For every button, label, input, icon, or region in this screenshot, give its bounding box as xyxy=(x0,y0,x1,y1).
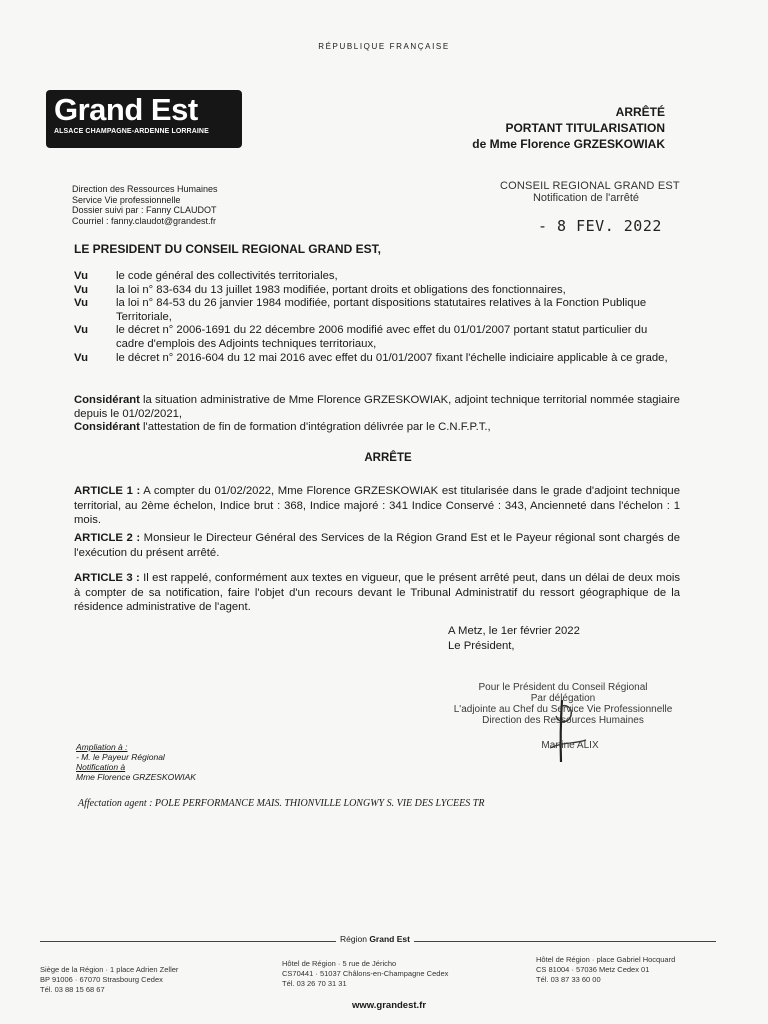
vu-list xyxy=(74,270,674,365)
vu-text: le code général des collectivités territoriales, xyxy=(116,270,338,282)
place-date-block xyxy=(448,624,580,653)
considerant-label: Considérant xyxy=(74,421,140,434)
vu-item xyxy=(74,352,674,366)
ampliation-heading: Ampliation à : xyxy=(76,742,128,752)
logo-subtitle: ALSACE CHAMPAGNE-ARDENNE LORRAINE xyxy=(54,128,209,135)
footer-strasbourg xyxy=(40,965,178,995)
vu-text: le décret n° 2016-604 du 12 mai 2016 avec effet du 01/01/2007 fixant l'échelle indiciaire applicable à ce grade, xyxy=(116,351,668,364)
title-line-1: ARRÊTÉ xyxy=(615,105,665,119)
signature-line-1: Pour le Président du Conseil Régional xyxy=(478,682,648,693)
grand-est-logo xyxy=(46,90,242,148)
vu-label: Vu xyxy=(74,270,89,282)
footer-phone: Tél. 03 26 70 31 31 xyxy=(282,979,347,988)
vu-label: Vu xyxy=(74,324,89,337)
article-label: ARTICLE 1 : xyxy=(74,485,141,497)
footer-address-line: Hôtel de Région · 5 rue de Jéricho xyxy=(282,959,397,968)
notification-stamp xyxy=(500,180,680,204)
considerant-text-1: la situation administrative de Mme Florence GRZESKOWIAK, adjoint technique territorial nommée stagiaire depuis le 01/02/2021, xyxy=(74,394,680,420)
article-1 xyxy=(74,484,680,528)
article-label: ARTICLE 3 : xyxy=(74,572,140,584)
considerant-2 xyxy=(74,421,680,435)
vu-label: Vu xyxy=(74,297,89,310)
vu-label: Vu xyxy=(74,351,89,364)
vu-item xyxy=(74,270,674,284)
vu-text: le décret n° 2006-1691 du 22 décembre 2006 modifié avec effet du 01/01/2007 portant statut particulier du cadre d'emplois des Adjoints techniques territoriaux, xyxy=(116,324,648,350)
stamp-line-1: CONSEIL REGIONAL GRAND EST xyxy=(500,180,680,192)
considerant-1 xyxy=(74,394,680,421)
arrete-heading: ARRÊTE xyxy=(364,452,412,464)
place-date: A Metz, le 1er février 2022 xyxy=(448,625,580,637)
title-line-3: de Mme Florence GRZESKOWIAK xyxy=(472,137,665,151)
article-text: A compter du 01/02/2022, Mme Florence GRZESKOWIAK est titularisée dans le grade d'adjoint technique territorial, au 2ème échelon, Indice brut : 368, Indice majoré : 341 Indice Conservé : 343, Ancienneté dans l'échelon : 1 mois. xyxy=(74,485,680,526)
logo-title: Grand Est xyxy=(54,92,198,127)
signature-line-4: Direction des Ressources Humaines xyxy=(482,715,644,726)
notification-heading: Notification à xyxy=(76,762,126,772)
ampliation-item: - M. le Payeur Régional xyxy=(76,752,165,762)
affectation-line: Affectation agent : POLE PERFORMANCE MAIS. THIONVILLE LONGWY S. VIE DES LYCEES TR xyxy=(78,798,485,809)
signature-line-3: L'adjointe au Chef du Service Vie Professionnelle xyxy=(453,704,673,715)
title-line-2: PORTANT TITULARISATION xyxy=(505,121,665,135)
direction-block xyxy=(72,184,218,226)
vu-text: la loi n° 83-634 du 13 juillet 1983 modifiée, portant droits et obligations des fonctionnaires, xyxy=(116,283,566,296)
footer-address-line: BP 91006 · 67070 Strasbourg Cedex xyxy=(40,975,163,984)
signature-mark-icon xyxy=(548,696,588,766)
notification-item: Mme Florence GRZESKOWIAK xyxy=(76,772,196,782)
footer-phone: Tél. 03 87 33 60 00 xyxy=(536,975,601,984)
president-sign: Le Président, xyxy=(448,639,515,652)
footer-metz xyxy=(536,955,675,985)
signatory-name: Martine ALIX xyxy=(541,740,599,751)
article-3 xyxy=(74,571,680,615)
vu-item xyxy=(74,297,674,324)
footer-title xyxy=(336,934,414,944)
service-line: Service Vie professionnelle xyxy=(72,194,181,205)
article-text: Monsieur le Directeur Général des Services de la Région Grand Est et le Payeur régional sont chargés de l'exécution du présent arrêté. xyxy=(74,532,680,559)
footer-phone: Tél. 03 88 15 68 67 xyxy=(40,985,105,994)
footer-address-line: Hôtel de Région · place Gabriel Hocquard xyxy=(536,955,676,964)
courriel-line: Courriel : fanny.claudot@grandest.fr xyxy=(72,215,217,226)
president-heading: LE PRESIDENT DU CONSEIL REGIONAL GRAND EST, xyxy=(74,242,381,256)
article-text: Il est rappelé, conformément aux textes en vigueur, que le présent arrêté peut, dans un délai de deux mois à compter de sa notification, faire l'objet d'un recours devant le Tribunal Administratif du ressort géographique de la résidence administrative de l'agent. xyxy=(74,572,681,613)
document-title xyxy=(472,104,665,152)
vu-text: la loi n° 84-53 du 26 janvier 1984 modifiée, portant dispositions statutaires relatives à la Fonction Publique Territoriale, xyxy=(116,297,647,323)
stamp-date: - 8 FEV. 2022 xyxy=(538,217,662,235)
signature-line-2: Par délégation xyxy=(530,693,596,704)
footer-address-line: CS 81004 · 57036 Metz Cedex 01 xyxy=(536,965,650,974)
footer-address-line: Siège de la Région · 1 place Adrien Zeller xyxy=(40,965,179,974)
vu-label: Vu xyxy=(74,283,89,296)
vu-item xyxy=(74,284,674,298)
article-2 xyxy=(74,531,680,560)
ampliation-block xyxy=(76,742,196,782)
website-link[interactable]: www.grandest.fr xyxy=(351,1000,427,1011)
direction-line: Direction des Ressources Humaines xyxy=(72,184,218,194)
stamp-line-2: Notification de l'arrêté xyxy=(532,192,640,204)
footer-chalons xyxy=(282,959,448,989)
considerant-block xyxy=(74,394,680,435)
footer-title-prefix: Région xyxy=(340,934,367,944)
article-label: ARTICLE 2 : xyxy=(74,532,141,544)
footer-address-line: CS70441 · 51037 Châlons-en-Champagne Cedex xyxy=(282,969,449,978)
dossier-line: Dossier suivi par : Fanny CLAUDOT xyxy=(72,205,217,215)
considerant-label: Considérant xyxy=(74,394,140,406)
footer-title-bold: Grand Est xyxy=(369,934,410,944)
considerant-text-2: l'attestation de fin de formation d'intégration délivrée par le C.N.F.P.T., xyxy=(143,421,491,434)
vu-item xyxy=(74,324,674,351)
republique-francaise: RÉPUBLIQUE FRANÇAISE xyxy=(318,42,450,51)
